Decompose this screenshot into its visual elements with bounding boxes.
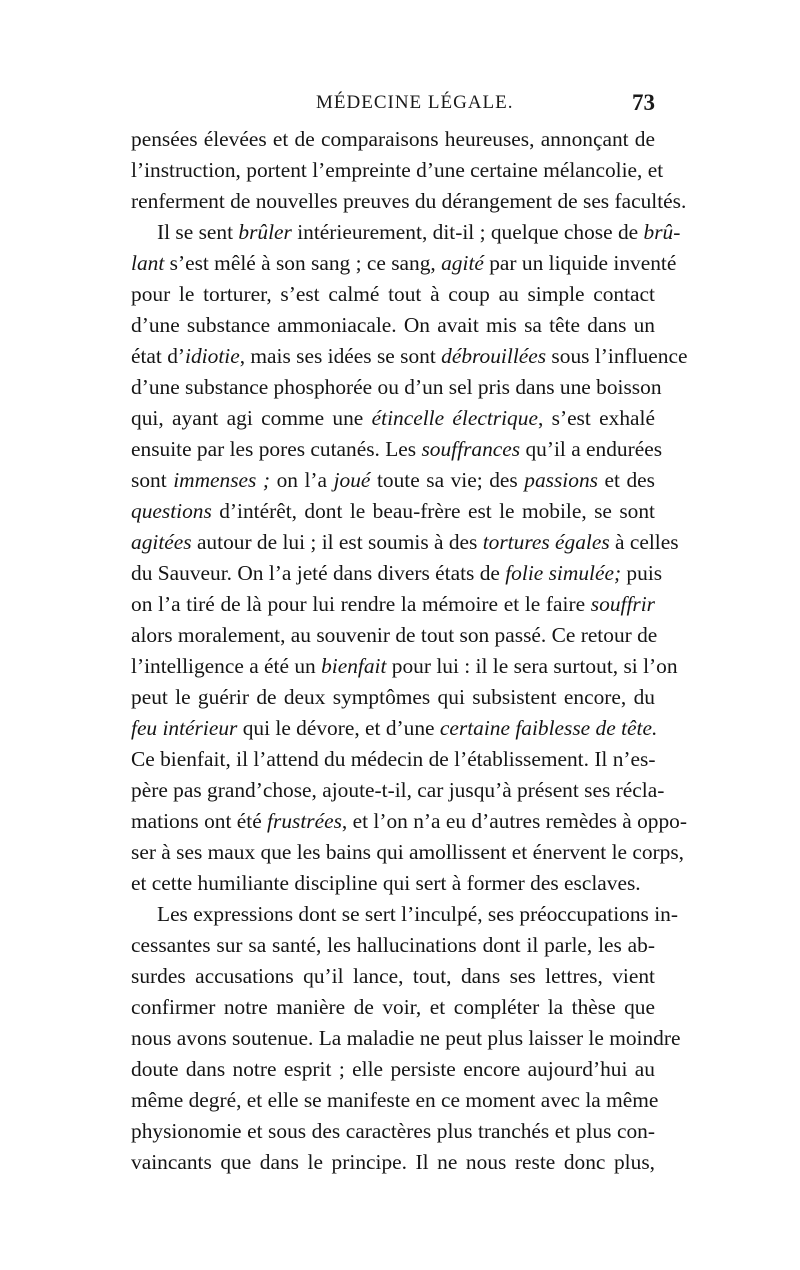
text-segment: pour lui : il le sera surtout, si l’on bbox=[386, 654, 678, 678]
text-segment: , et l’on n’a eu d’autres remèdes à oppo- bbox=[341, 809, 688, 833]
text-segment: par un liquide inventé bbox=[483, 251, 677, 275]
text-line bbox=[131, 1116, 655, 1147]
text-segment: et des bbox=[597, 468, 655, 492]
italic-text: idiotie bbox=[185, 344, 240, 368]
text-line bbox=[131, 961, 655, 992]
text-line bbox=[131, 992, 655, 1023]
text-line bbox=[131, 310, 655, 341]
text-segment: même degré, et elle se manifeste en ce moment avec la même bbox=[131, 1088, 659, 1112]
text-line bbox=[131, 155, 664, 186]
text-segment: du Sauveur. On l’a jeté dans divers états de bbox=[131, 561, 506, 585]
text-line bbox=[131, 713, 658, 744]
italic-text: brûler bbox=[238, 220, 292, 244]
text-segment: physionomie et sous des caractères plus tranchés et plus con- bbox=[131, 1119, 655, 1143]
italic-text: souffrir bbox=[590, 592, 655, 616]
text-line bbox=[131, 682, 655, 713]
text-segment: alors moralement, au souvenir de tout son passé. Ce retour de bbox=[131, 623, 658, 647]
text-segment: peut le guérir de deux symptômes qui subsistent encore, du bbox=[131, 685, 655, 709]
text-segment: , s’est exhalé bbox=[537, 406, 655, 430]
text-segment: qui le dévore, et d’une bbox=[237, 716, 440, 740]
text-segment: et cette humiliante discipline qui sert à former des esclaves. bbox=[131, 871, 641, 895]
text-segment: autour de lui ; il est soumis à des bbox=[191, 530, 483, 554]
text-segment: d’une substance phosphorée ou d’un sel pris dans une boisson bbox=[131, 375, 662, 399]
text-segment: l’instruction, portent l’empreinte d’une certaine mélancolie, et bbox=[131, 158, 664, 182]
text-line bbox=[131, 899, 678, 930]
text-line bbox=[131, 868, 655, 899]
text-segment: sous l’influence bbox=[546, 344, 688, 368]
text-segment: Les expressions dont se sert l’inculpé, ses préoccupations in- bbox=[157, 902, 678, 926]
text-line bbox=[131, 217, 681, 248]
running-title: MÉDECINE LÉGALE. bbox=[316, 92, 514, 113]
italic-text: folie simulée; bbox=[505, 561, 622, 585]
text-segment: qu’il a endurées bbox=[520, 437, 663, 461]
italic-text: débrouillées bbox=[441, 344, 547, 368]
text-segment: ser à ses maux que les bains qui amollissent et énervent le corps, bbox=[131, 840, 685, 864]
body-text bbox=[131, 124, 688, 1178]
text-line bbox=[131, 465, 655, 496]
italic-text: passions bbox=[524, 468, 598, 492]
text-segment: Il se sent bbox=[157, 220, 239, 244]
text-segment: toute sa vie; des bbox=[370, 468, 525, 492]
text-segment: , mais ses idées se sont bbox=[239, 344, 442, 368]
text-line bbox=[131, 558, 663, 589]
text-segment: sont bbox=[131, 468, 174, 492]
text-segment: renferment de nouvelles preuves du dérangement de ses facultés. bbox=[131, 189, 687, 213]
text-segment: ensuite par les pores cutanés. Les bbox=[131, 437, 422, 461]
italic-text: questions bbox=[131, 499, 212, 523]
text-segment: d’intérêt, dont le beau-frère est le mobile, se sont bbox=[211, 499, 655, 523]
text-line bbox=[131, 589, 655, 620]
text-line bbox=[131, 806, 688, 837]
text-line bbox=[131, 1023, 681, 1054]
text-segment: puis bbox=[621, 561, 663, 585]
text-line bbox=[131, 496, 655, 527]
text-line bbox=[131, 279, 655, 310]
page-number: 73 bbox=[632, 90, 655, 115]
text-line bbox=[131, 1054, 655, 1085]
page-header bbox=[131, 90, 655, 120]
italic-text: bienfait bbox=[321, 654, 387, 678]
text-segment: à celles bbox=[609, 530, 679, 554]
italic-text: frustrées bbox=[267, 809, 342, 833]
italic-text: tortures égales bbox=[482, 530, 610, 554]
italic-text: brû- bbox=[643, 220, 681, 244]
text-line bbox=[131, 248, 677, 279]
text-segment: état d’ bbox=[131, 344, 186, 368]
text-segment: doute dans notre esprit ; elle persiste encore aujourd’hui au bbox=[131, 1057, 655, 1081]
text-segment: intérieurement, dit-il ; quelque chose de bbox=[291, 220, 644, 244]
text-segment: Ce bienfait, il l’attend du médecin de l’établissement. Il n’es- bbox=[131, 747, 656, 771]
italic-text: certaine faiblesse de tête. bbox=[439, 716, 658, 740]
text-segment: pensées élevées et de comparaisons heureuses, annonçant de bbox=[131, 127, 655, 151]
text-segment: surdes accusations qu’il lance, tout, dans ses lettres, vient bbox=[131, 964, 655, 988]
text-segment: l’intelligence a été un bbox=[131, 654, 322, 678]
text-line bbox=[131, 744, 655, 775]
text-line bbox=[131, 651, 678, 682]
text-segment: on l’a bbox=[270, 468, 334, 492]
italic-text: feu intérieur bbox=[131, 716, 238, 740]
text-segment: s’est mêlé à son sang ; ce sang, bbox=[164, 251, 442, 275]
text-segment: confirmer notre manière de voir, et compléter la thèse que bbox=[131, 995, 655, 1019]
text-segment: on l’a tiré de là pour lui rendre la mémoire et le faire bbox=[131, 592, 591, 616]
text-segment: nous avons soutenue. La maladie ne peut plus laisser le moindre bbox=[131, 1026, 681, 1050]
text-line bbox=[131, 775, 665, 806]
italic-text: souffrances bbox=[421, 437, 521, 461]
text-line bbox=[131, 1147, 655, 1178]
italic-text: étincelle électrique bbox=[371, 406, 538, 430]
text-segment: qui, ayant agi comme une bbox=[131, 406, 372, 430]
italic-text: joué bbox=[333, 468, 371, 492]
text-line bbox=[131, 620, 658, 651]
text-line bbox=[131, 1085, 659, 1116]
text-line bbox=[131, 527, 679, 558]
text-line bbox=[131, 930, 655, 961]
text-segment: père pas grand’chose, ajoute-t-il, car jusqu’à présent ses récla- bbox=[131, 778, 665, 802]
text-line bbox=[131, 186, 687, 217]
text-line bbox=[131, 434, 663, 465]
italic-text: agitées bbox=[131, 530, 192, 554]
text-line bbox=[131, 837, 685, 868]
text-segment: pour le torturer, s’est calmé tout à coup au simple contact bbox=[131, 282, 655, 306]
text-line bbox=[131, 341, 688, 372]
text-segment: d’une substance ammoniacale. On avait mis sa tête dans un bbox=[131, 313, 655, 337]
text-segment: mations ont été bbox=[131, 809, 268, 833]
text-line bbox=[131, 403, 655, 434]
text-line bbox=[131, 372, 662, 403]
italic-text: agité bbox=[441, 251, 484, 275]
text-line bbox=[131, 124, 655, 155]
italic-text: lant bbox=[131, 251, 165, 275]
text-segment: vaincants que dans le principe. Il ne nous reste donc plus, bbox=[131, 1150, 655, 1174]
italic-text: immenses ; bbox=[173, 468, 271, 492]
text-segment: cessantes sur sa santé, les hallucinations dont il parle, les ab- bbox=[131, 933, 655, 957]
